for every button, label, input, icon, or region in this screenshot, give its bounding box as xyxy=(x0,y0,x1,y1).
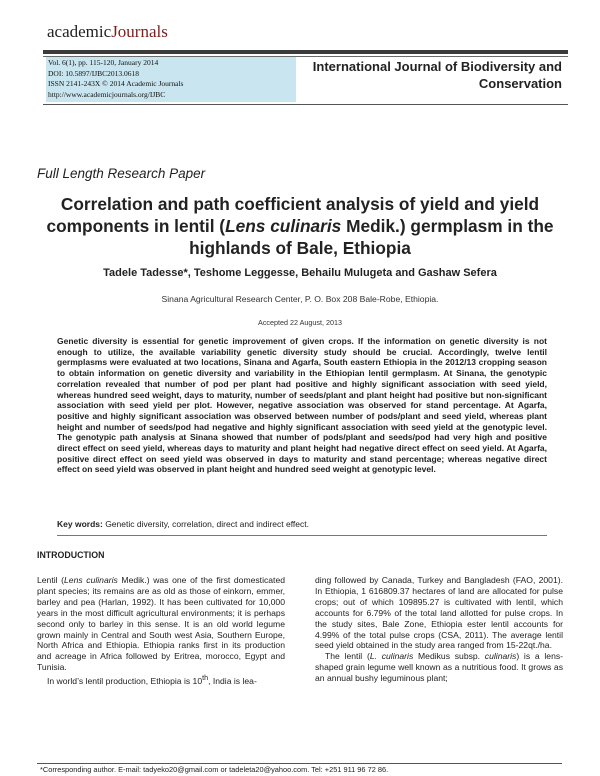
intro-p4-species2: culinaris xyxy=(484,651,517,662)
footnote-rule xyxy=(37,763,562,764)
accepted-date: Accepted 22 August, 2013 xyxy=(258,318,342,327)
intro-p4-species: L. culinaris xyxy=(369,651,414,662)
intro-p1-text-a: Lentil ( xyxy=(37,575,65,585)
keywords-text: Genetic diversity, correlation, direct and indirect effect. xyxy=(102,519,309,529)
paper-title xyxy=(30,193,570,259)
publisher-logo xyxy=(47,22,168,42)
intro-paragraph-3: ding followed by Canada, Turkey and Bangladesh (FAO, 2001). In Ethiopia, 1 616809.37 hectares of land are allocated for pulse crops; out of which 109895.27 is cultivated with lentil, which accounts for 6.79% of the total land allotted for pulse crops. In the study sites, Bale Zone, Ethiopia ester lentil accounts for 4.99% of the total pulse crops (CSA, 2011). The average lentil seed yield obtained in the study area ranged from 15-22qt./ha. xyxy=(315,575,563,651)
title-part2: Medik.) germplasm in the highlands of Bale, Ethiopia xyxy=(189,216,554,258)
keywords-rule xyxy=(57,535,547,536)
author-list: Tadele Tadesse*, Teshome Leggesse, Behailu Mulugeta and Gashaw Sefera xyxy=(103,267,497,279)
intro-p4-text-a: The lentil ( xyxy=(325,651,370,662)
intro-paragraph-4 xyxy=(315,651,563,684)
body-column-right xyxy=(315,575,563,684)
header-rule xyxy=(43,50,568,54)
intro-p1-species: Lens culinaris xyxy=(64,575,118,585)
intro-p2-sup: th xyxy=(202,674,209,683)
title-species: Lens culinaris xyxy=(225,216,342,236)
intro-p4-text-c: ) is a lens-shaped grain legume well known as a nutritious food. It grows as an annual bushy leguminous plant; xyxy=(315,651,564,684)
keywords-label: Key words: xyxy=(57,519,103,529)
abstract: Genetic diversity is essential for genetic improvement of given crops. If the information on genetic diversity is not enough to utilize, the available variability genetic diversity study should be crucial. Accordingly, twelve lentil germplasms were evaluated at two locations, Sinana and Agarfa, South eastern Ethiopia in the 2012/13 cropping season to obtain information on genetic diversity and variability in the Ethiopian lentil germplasm. At Sinana, the genotypic correlation revealed that number of pod per plant had positive and highly significant association with seed yield, whereas hundred seed weight, days to maturity, number of seeds/plant and plant height had positive but non-significant association with seed yield per plot. However, negative association was observed for stand percentage. At Agarfa, positive and highly significant association was observed between number of pods/plant and seed yield, whereas plant height and number of seeds/pod had negative and highly significant association with seed yield at the genotypic level. The genotypic path analysis at Sinana showed that number of pods/plant and seeds/pod had very high and positive direct effect on seed yield, whereas days to maturity and plant height had negative direct effect on seed yield. At Agarfa, positive direct effect on seed yield was observed in days to maturity and stand percentage; whereas negative direct effect on seed yield was observed in plant height and hundred seed weight at genotypic level. xyxy=(57,336,547,475)
meta-url: http://www.academicjournals.org/IJBC xyxy=(48,89,166,99)
body-column-left xyxy=(37,575,285,687)
intro-p2-text-a: In world’s lentil production, Ethiopia is 10 xyxy=(47,676,203,687)
intro-p1-text-b: Medik.) was one of the first domesticated plant species; its remains are as old as those of einkorn, emmer, barley and pea (Harlan, 1992). It has been cultivated for 10,000 years in the most difficult agricultural environments; it is perhaps second only to barley in this sense. It is an old world legume grown mainly in Central and South west Asia, Southern Europe, North Africa and Ethiopia. Ethiopia ranks first in its production and acreage in Africa followed by Eritrea, morocco, Egypt and Tunisia. xyxy=(37,575,286,673)
journal-title xyxy=(302,58,562,92)
intro-paragraph-2 xyxy=(37,673,285,687)
meta-volume: Vol. 6(1), pp. 115-120, January 2014 xyxy=(48,58,159,67)
logo-text-academic: academic xyxy=(47,22,112,41)
paper-type: Full Length Research Paper xyxy=(37,166,206,181)
keywords xyxy=(57,519,547,529)
corresponding-author-footnote: *Corresponding author. E-mail: tadyeko20@gmail.com or tadeleta20@yahoo.com. Tel: +251 911 96 72 86. xyxy=(40,765,389,774)
intro-p4-text-b: Medikus subsp. xyxy=(413,651,485,662)
header-bottom-rule xyxy=(43,104,568,105)
title-part1: Correlation and path coefficient analysis of yield and yield components in lentil ( xyxy=(46,194,540,236)
journal-title-line2: Conservation xyxy=(478,76,562,91)
affiliation: Sinana Agricultural Research Center, P. O. Box 208 Bale-Robe, Ethiopia. xyxy=(161,294,439,304)
meta-doi: DOI: 10.5897/IJBC2013.0618 xyxy=(48,68,140,78)
section-heading-introduction: INTRODUCTION xyxy=(37,550,105,560)
meta-issn: ISSN 2141-243X © 2014 Academic Journals xyxy=(48,79,184,89)
intro-p2-text-b: , India is lea- xyxy=(208,676,257,687)
journal-title-line1: International Journal of Biodiversity and xyxy=(312,59,562,74)
intro-paragraph-1 xyxy=(37,575,285,673)
logo-text-journals: Journals xyxy=(111,22,168,41)
journal-meta-box xyxy=(46,57,296,102)
